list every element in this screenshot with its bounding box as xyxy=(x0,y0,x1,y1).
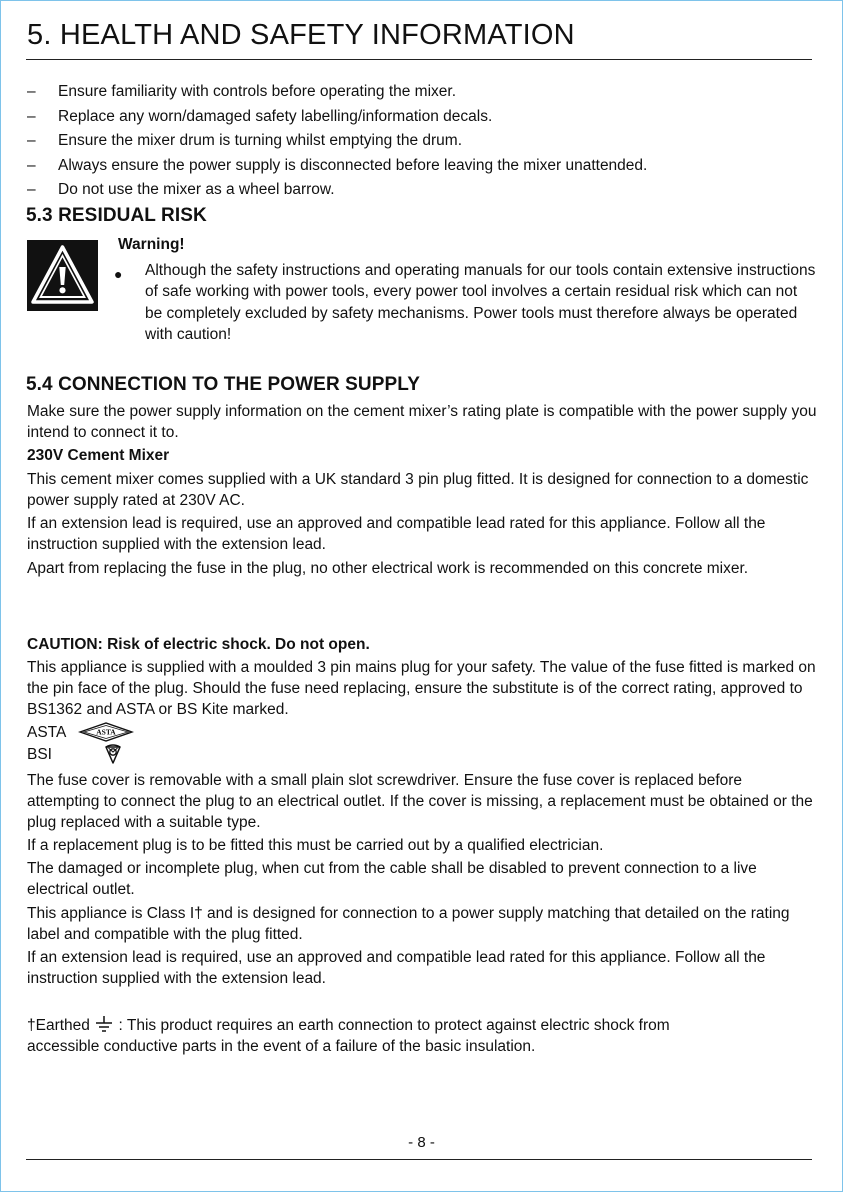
paragraph: If a replacement plug is to be fitted this must be carried out by a qualified electrician. xyxy=(27,837,604,854)
caution-heading: CAUTION: Risk of electric shock. Do not open. xyxy=(27,636,370,653)
dash-bullet: – xyxy=(27,132,36,149)
power-supply-intro: Make sure the power supply information on the cement mixer’s rating plate is compatible with the power supply you intend to connect it to. xyxy=(27,403,817,441)
earth-symbol-icon xyxy=(94,1015,114,1033)
paragraph: The damaged or incomplete plug, when cut from the cable shall be disabled to prevent connection to a live electrical outlet. xyxy=(27,860,757,898)
dash-bullet: – xyxy=(27,181,36,198)
dash-bullet: – xyxy=(27,83,36,100)
paragraph: This appliance is Class I† and is designed for connection to a power supply matching that detailed on the rating label and compatible with the plug fitted. xyxy=(27,905,790,943)
warning-title: Warning! xyxy=(118,236,185,253)
paragraph: The fuse cover is removable with a small plain slot screwdriver. Ensure the fuse cover is replaced before attempting to connect the plug to an electrical outlet. If the cover is missing, a replacement must be obtained or the plug replaced with a suitable type. xyxy=(27,772,813,831)
earthed-text-line2: accessible conductive parts in the event of a failure of the basic insulation. xyxy=(27,1038,536,1055)
list-item-text: Always ensure the power supply is disconnected before leaving the mixer unattended. xyxy=(58,156,648,174)
bsi-label: BSI xyxy=(27,746,52,763)
residual-risk-heading: 5.3 RESIDUAL RISK xyxy=(26,205,207,226)
list-item-text: Ensure the mixer drum is turning whilst emptying the drum. xyxy=(58,132,463,149)
list-item xyxy=(27,105,647,130)
list-item-text: Do not use the mixer as a wheel barrow. xyxy=(58,181,335,198)
bsi-mark-row xyxy=(27,746,52,764)
paragraph: If an extension lead is required, use an approved and compatible lead rated for this appliance. Follow all the instruction supplied with the extension lead. xyxy=(27,515,766,553)
earthed-note xyxy=(27,1015,670,1057)
warning-triangle-icon xyxy=(27,240,98,311)
earthed-label: †Earthed xyxy=(27,1017,90,1034)
title-divider xyxy=(26,59,812,60)
cement-mixer-subheading: 230V Cement Mixer xyxy=(27,447,170,464)
list-item-text: Replace any worn/damaged safety labelling/information decals. xyxy=(58,107,493,125)
page-title: 5. HEALTH AND SAFETY INFORMATION xyxy=(27,19,575,51)
earthed-text-line1: : This product requires an earth connection to protect against electric shock from xyxy=(118,1017,670,1034)
list-item-text: Ensure familiarity with controls before operating the mixer. xyxy=(58,83,457,100)
dash-bullet: – xyxy=(27,156,36,174)
intro-bullet-list xyxy=(27,80,647,203)
warning-text: Although the safety instructions and operating manuals for our tools contain extensive instructions of safe working with power tools, every power tool involves a certain residual risk which can not be completely excluded by safety mechanisms. Power tools must therefore always be operated with caution! xyxy=(145,262,816,343)
asta-logo-text: ASTA xyxy=(96,727,116,737)
list-item xyxy=(27,178,647,203)
paragraph: If an extension lead is required, use an approved and compatible lead rated for this appliance. Follow all the instruction supplied with the extension lead. xyxy=(27,949,766,987)
bullet-dot: ● xyxy=(114,266,123,282)
footer-divider xyxy=(26,1159,812,1160)
paragraph: This appliance is supplied with a moulded 3 pin mains plug for your safety. The value of the fuse fitted is marked on the pin face of the plug. Should the fuse need replacing, ensure the substitute is of the correct rating, approved to BS1362 and ASTA or BS Kite marked. xyxy=(27,659,816,718)
paragraph: This cement mixer comes supplied with a UK standard 3 pin plug fitted. It is designed for connection to a domestic power supply rated at 230V AC. xyxy=(27,471,809,509)
page-number: - 8 - xyxy=(408,1134,435,1151)
asta-mark-row xyxy=(27,724,116,742)
list-item xyxy=(27,80,647,105)
kitemark-icon xyxy=(103,742,123,771)
list-item xyxy=(27,154,647,179)
paragraph: Apart from replacing the fuse in the plug, no other electrical work is recommended on this concrete mixer. xyxy=(27,560,749,577)
asta-label: ASTA xyxy=(27,724,67,741)
power-supply-heading: 5.4 CONNECTION TO THE POWER SUPPLY xyxy=(26,374,421,395)
dash-bullet: – xyxy=(27,107,36,125)
list-item xyxy=(27,129,647,154)
